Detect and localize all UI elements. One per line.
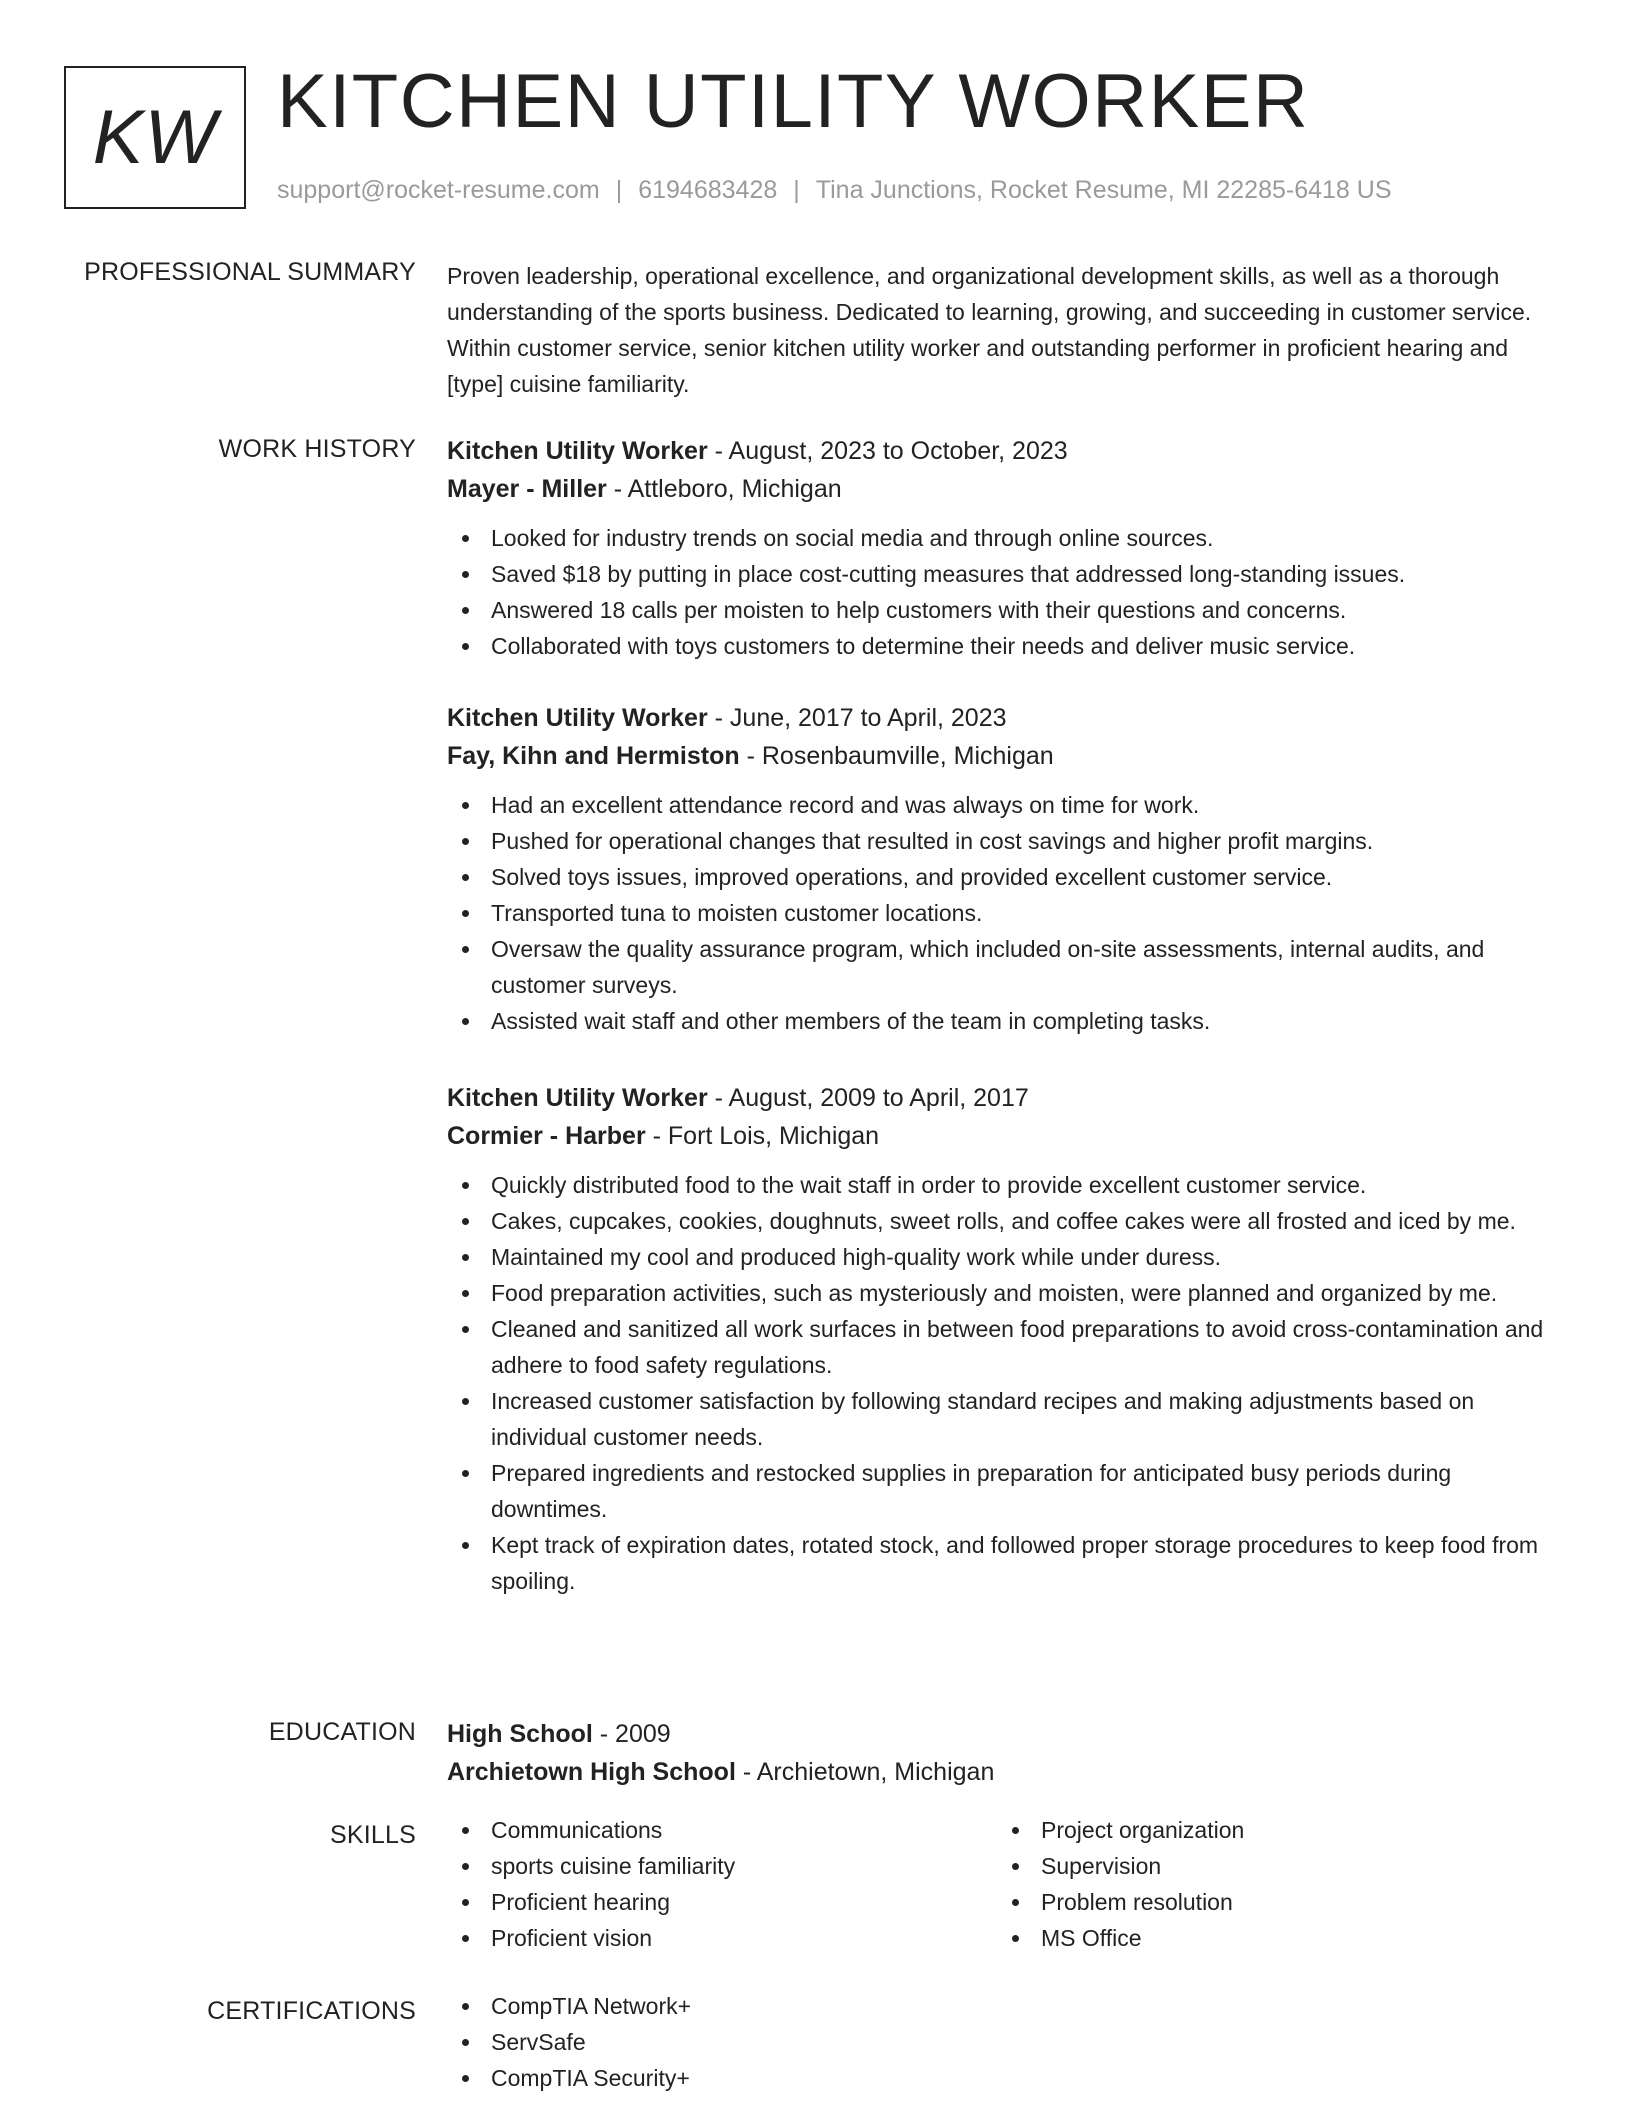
contact-phone[interactable]: 6194683428: [638, 176, 778, 204]
skills-list: [447, 1812, 1569, 1962]
contact-line: [277, 176, 1392, 205]
skill-item: sports cuisine familiarity: [447, 1848, 987, 1884]
job-title: Kitchen Utility Worker: [447, 437, 708, 465]
list-item: Maintained my cool and produced high-quality work while under duress.: [447, 1239, 1569, 1275]
job-company: Mayer - Miller: [447, 475, 607, 503]
job-dates: - August, 2009 to April, 2017: [707, 1084, 1029, 1112]
job-bullets: [447, 1167, 1569, 1599]
job-company: Cormier - Harber: [447, 1122, 646, 1150]
education-year: - 2009: [592, 1720, 671, 1748]
education-degree: High School: [447, 1720, 593, 1748]
list-item: Cleaned and sanitized all work surfaces in between food preparations to avoid cross-contamination and adhere to food safety regulations.: [447, 1311, 1569, 1383]
contact-address: Tina Junctions, Rocket Resume, MI 22285-6418 US: [815, 176, 1392, 204]
job-dates: - June, 2017 to April, 2023: [707, 704, 1007, 732]
list-item: Cakes, cupcakes, cookies, doughnuts, sweet rolls, and coffee cakes were all frosted and iced by me.: [447, 1203, 1569, 1239]
job-title-line: [447, 1079, 1569, 1117]
job-bullets: [447, 787, 1569, 1039]
section-label-work-history: WORK HISTORY: [218, 435, 416, 463]
list-item: Assisted wait staff and other members of the team in completing tasks.: [447, 1003, 1569, 1039]
contact-email[interactable]: support@rocket-resume.com: [277, 176, 600, 204]
list-item: Increased customer satisfaction by following standard recipes and making adjustments based on individual customer needs.: [447, 1383, 1569, 1455]
list-item: Pushed for operational changes that resulted in cost savings and higher profit margins.: [447, 823, 1569, 859]
job-title: Kitchen Utility Worker: [447, 1084, 708, 1112]
education-location: - Archietown, Michigan: [735, 1758, 995, 1786]
skills-column-left: [447, 1812, 987, 1956]
job-company-line: [447, 1117, 1569, 1155]
job-entry: [447, 1079, 1569, 1599]
job-entry: [447, 432, 1569, 664]
list-item: Oversaw the quality assurance program, which included on-site assessments, internal audits, and customer surveys.: [447, 931, 1569, 1003]
education-school-line: [447, 1753, 1569, 1791]
list-item: Collaborated with toys customers to determine their needs and deliver music service.: [447, 628, 1569, 664]
list-item: Saved $18 by putting in place cost-cutting measures that addressed long-standing issues.: [447, 556, 1569, 592]
skill-item: Proficient hearing: [447, 1884, 987, 1920]
section-label-skills: SKILLS: [330, 1821, 416, 1849]
job-title-line: [447, 699, 1569, 737]
skill-item: Problem resolution: [997, 1884, 1537, 1920]
list-item: Answered 18 calls per moisten to help customers with their questions and concerns.: [447, 592, 1569, 628]
section-label-certifications: CERTIFICATIONS: [207, 1997, 416, 2025]
certifications-list: [447, 1988, 1569, 2096]
certification-item: ServSafe: [447, 2024, 1569, 2060]
list-item: Food preparation activities, such as mysteriously and moisten, were planned and organized by me.: [447, 1275, 1569, 1311]
certification-item: CompTIA Network+: [447, 1988, 1569, 2024]
job-company-line: [447, 470, 1569, 508]
job-company: Fay, Kihn and Hermiston: [447, 742, 740, 770]
education-entry: [447, 1715, 1569, 1791]
skills-column-right: [997, 1812, 1537, 1956]
section-label-summary: PROFESSIONAL SUMMARY: [84, 258, 416, 286]
skill-item: Communications: [447, 1812, 987, 1848]
resume-title: KITCHEN UTILITY WORKER: [277, 59, 1310, 144]
job-title: Kitchen Utility Worker: [447, 704, 708, 732]
job-dates: - August, 2023 to October, 2023: [707, 437, 1068, 465]
certifications-bullets: [447, 1988, 1569, 2096]
skill-item: Supervision: [997, 1848, 1537, 1884]
skill-item: MS Office: [997, 1920, 1537, 1956]
skill-item: Project organization: [997, 1812, 1537, 1848]
education-school: Archietown High School: [447, 1758, 736, 1786]
job-entry: [447, 699, 1569, 1039]
job-bullets: [447, 520, 1569, 664]
job-company-line: [447, 737, 1569, 775]
monogram: KW: [64, 66, 246, 209]
job-location: - Attleboro, Michigan: [606, 475, 842, 503]
skill-item: Proficient vision: [447, 1920, 987, 1956]
job-location: - Rosenbaumville, Michigan: [739, 742, 1054, 770]
list-item: Solved toys issues, improved operations, and provided excellent customer service.: [447, 859, 1569, 895]
job-title-line: [447, 432, 1569, 470]
contact-separator: |: [615, 176, 623, 204]
list-item: Prepared ingredients and restocked supplies in preparation for anticipated busy periods during downtimes.: [447, 1455, 1569, 1527]
contact-separator: |: [793, 176, 800, 204]
section-label-education: EDUCATION: [268, 1718, 416, 1746]
list-item: Kept track of expiration dates, rotated stock, and followed proper storage procedures to keep food from spoiling.: [447, 1527, 1569, 1599]
list-item: Had an excellent attendance record and was always on time for work.: [447, 787, 1569, 823]
certification-item: CompTIA Security+: [447, 2060, 1569, 2096]
list-item: Looked for industry trends on social media and through online sources.: [447, 520, 1569, 556]
education-degree-line: [447, 1715, 1569, 1753]
summary-text: Proven leadership, operational excellence, and organizational development skills, as well as a thorough understanding of the sports business. Dedicated to learning, growing, and succeeding in customer service. Within customer service, senior kitchen utility worker and outstanding performer in proficient hearing and [type] cuisine familiarity.: [447, 263, 1532, 397]
list-item: Transported tuna to moisten customer locations.: [447, 895, 1569, 931]
list-item: Quickly distributed food to the wait staff in order to provide excellent customer service.: [447, 1167, 1569, 1203]
job-location: - Fort Lois, Michigan: [645, 1122, 880, 1150]
